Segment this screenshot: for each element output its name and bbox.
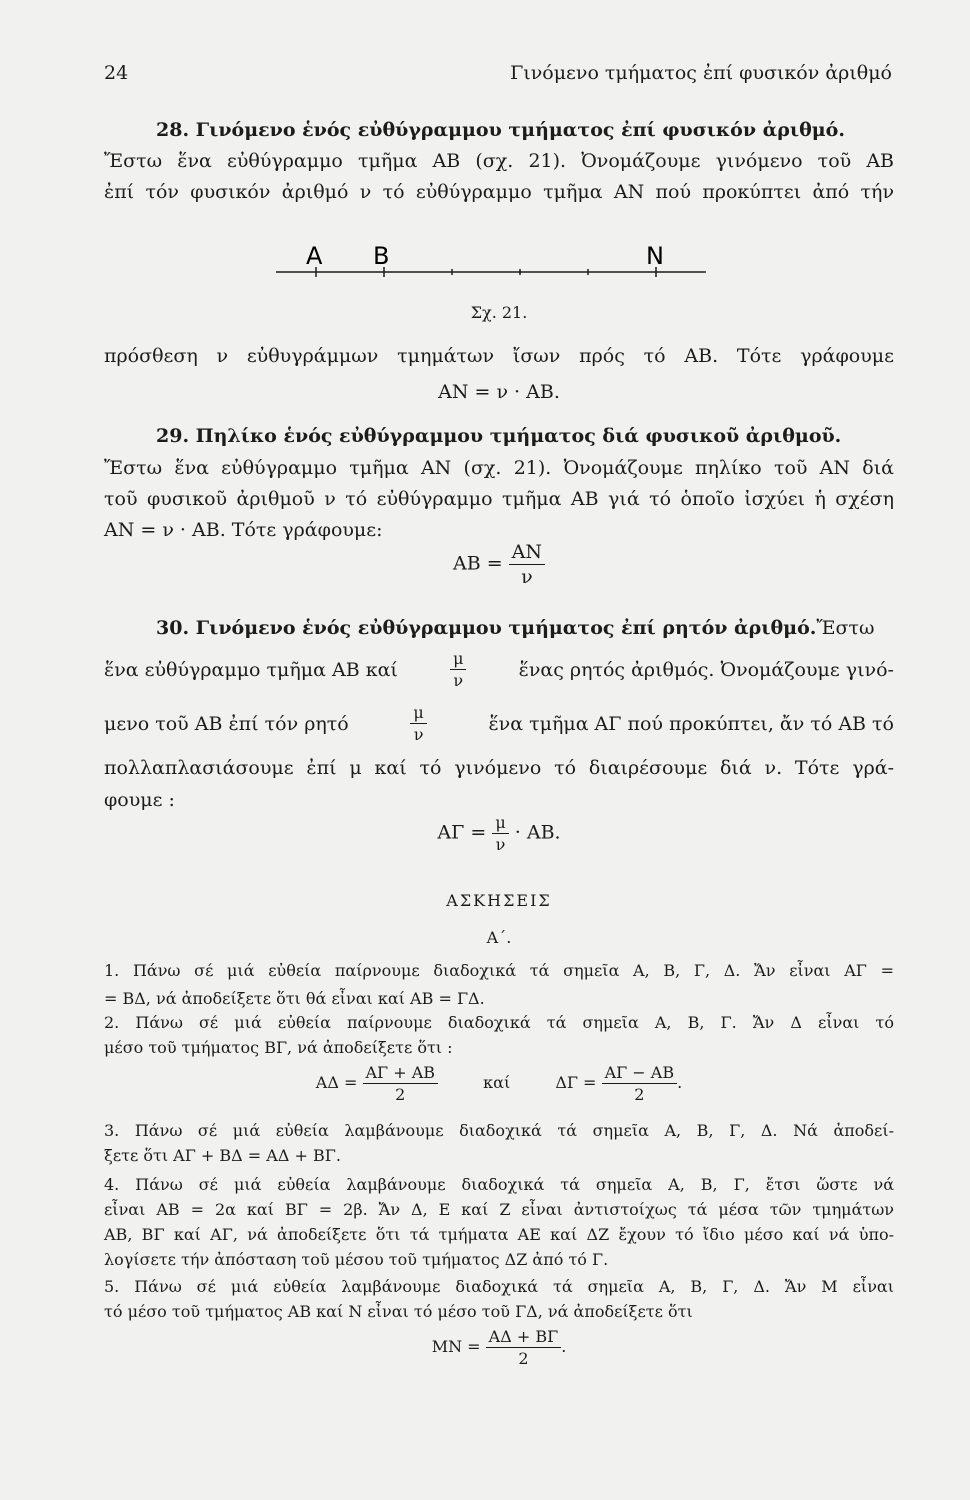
section-30-heading-line [156, 616, 894, 640]
denominator: 2 [634, 1085, 645, 1104]
exercise-4-line-3: ΑΒ, ΒΓ καί ΑΓ, νά ἀποδείξετε ὅτι τά τμήματα ΑΕ καί ΔΖ ἔχουν τό ἴδιο μέσο καί νά ὑπο- [104, 1225, 894, 1244]
numerator: μ [450, 648, 466, 670]
section-30-heading: 30. Γινόμενο ἑνός εὐθύγραμμου τμήματος ἐπί ρητόν ἀριθμό. [156, 617, 817, 639]
section-28-formula: ΑΝ = ν · ΑΒ. [438, 381, 560, 403]
formula-lhs: ΑΒ = [452, 552, 503, 575]
fraction [363, 1062, 439, 1105]
fraction [509, 540, 545, 589]
section-30-formula [104, 812, 894, 855]
text: μενο τοῦ ΑΒ ἐπί τόν ρητό [104, 712, 349, 735]
period: . [677, 1073, 683, 1092]
numerator: μ [492, 812, 508, 834]
running-header [104, 62, 892, 92]
fraction [486, 1326, 562, 1369]
formula-lhs: ΔΓ = [555, 1073, 597, 1092]
formula-lhs: ΑΔ = [315, 1073, 358, 1092]
running-title: Γινόμενο τμήματος ἐπί φυσικόν ἀριθμό [510, 62, 892, 84]
figure-21-segment [276, 242, 706, 282]
fraction-mu-nu [410, 702, 426, 745]
exercise-5-formula [104, 1326, 894, 1369]
numerator: ΑΓ + ΑΒ [363, 1062, 439, 1084]
fraction [602, 1062, 678, 1105]
text: ἕνα εὐθύγραμμο τμῆμα ΑΒ καί [104, 658, 398, 681]
exercises-group: Α΄. [486, 928, 512, 947]
text: ἕνα τμῆμα ΑΓ πού προκύπτει, ἄν τό ΑΒ τό [488, 712, 894, 735]
numerator: ΑΝ [509, 540, 545, 565]
formula-rhs: · ΑΒ. [514, 821, 561, 844]
formula-lhs: ΜΝ = [431, 1337, 481, 1356]
exercise-5-line-2: τό μέσο τοῦ τμήματος ΑΒ καί Ν εἶναι τό μέσο τοῦ ΓΔ, νά ἀποδείξετε ὅτι [104, 1302, 693, 1321]
exercise-2-formulas [104, 1062, 894, 1105]
figure-21-caption: Σχ. 21. [470, 303, 528, 322]
formula-lhs: ΑΓ = [437, 821, 487, 844]
section-29-line-3: ΑΝ = ν · ΑΒ. Τότε γράφουμε: [104, 519, 383, 541]
denominator: ν [495, 835, 506, 854]
exercise-2-line-1: 2. Πάνω σέ μιά εὐθεία παίρνουμε διαδοχικά τά σημεῖα Α, Β, Γ. Ἄν Δ εἶναι τό [104, 1013, 894, 1032]
exercise-5-line-1: 5. Πάνω σέ μιά εὐθεία λαμβάνουμε διαδοχικά τά σημεῖα Α, Β, Γ, Δ. Ἄν Μ εἶναι [104, 1277, 894, 1296]
section-28-line-1: Ἔστω ἕνα εὐθύγραμμο τμῆμα ΑΒ (σχ. 21). Ὀνομάζουμε γινόμενο τοῦ ΑΒ [104, 150, 894, 172]
exercise-1-line-2: = ΒΔ, νά ἀποδείξετε ὅτι θά εἶναι καί ΑΒ = ΓΔ. [104, 989, 485, 1008]
section-28-line-3: πρόσθεση ν εὐθυγράμμων τμημάτων ἴσων πρός τό ΑΒ. Τότε γράφουμε [104, 345, 894, 367]
section-29-formula [104, 540, 894, 589]
section-30-line-3: πολλαπλασιάσουμε ἐπί μ καί τό γινόμενο τό διαιρέσουμε διά ν. Τότε γρά- [104, 757, 894, 779]
section-30-line-4: φουμε : [104, 789, 175, 811]
denominator: ν [413, 725, 424, 744]
numerator: ΑΔ + ΒΓ [486, 1326, 562, 1348]
fig-label-a: A [306, 242, 323, 270]
exercise-3-line-1: 3. Πάνω σέ μιά εὐθεία λαμβάνουμε διαδοχικά τά σημεῖα Α, Β, Γ, Δ. Νά ἀποδεί- [104, 1121, 894, 1140]
fig-label-b: B [373, 242, 390, 270]
section-29-line-2: τοῦ φυσικοῦ ἀριθμοῦ ν τό εὐθύγραμμο τμῆμα ΑΒ γιά τό ὁποῖο ἰσχύει ἡ σχέση [104, 488, 894, 510]
exercise-4-line-1: 4. Πάνω σέ μιά εὐθεία λαμβάνουμε διαδοχικά τά σημεῖα Α, Β, Γ, ἔτσι ὥστε νά [104, 1175, 894, 1194]
denominator: 2 [518, 1349, 529, 1368]
page-number: 24 [104, 62, 129, 84]
denominator: ν [453, 671, 464, 690]
section-29-heading: 29. Πηλίκο ἑνός εὐθύγραμμου τμήματος διά φυσικοῦ ἀριθμοῦ. [156, 425, 842, 447]
exercise-4-line-4: λογίσετε τήν ἀπόσταση τοῦ μέσου τοῦ τμήματος ΔΖ ἀπό τό Γ. [104, 1250, 609, 1269]
denominator: ν [521, 566, 533, 588]
section-28-line-2: ἐπί τόν φυσικόν ἀριθμό ν τό εὐθύγραμμο τμῆμα ΑΝ πού προκύπτει ἀπό τήν [104, 181, 894, 203]
section-28-heading: 28. Γινόμενο ἑνός εὐθύγραμμου τμήματος ἐπί φυσικόν ἀριθμό. [156, 119, 845, 141]
period: . [561, 1337, 567, 1356]
exercise-3-line-2: ξετε ὅτι ΑΓ + ΒΔ = ΑΔ + ΒΓ. [104, 1146, 341, 1165]
fraction [492, 812, 508, 855]
section-29-line-1: Ἔστω ἕνα εὐθύγραμμο τμῆμα ΑΝ (σχ. 21). Ὀνομάζουμε πηλίκο τοῦ ΑΝ διά [104, 457, 894, 479]
exercise-2-line-2: μέσο τοῦ τμήματος ΒΓ, νά ἀποδείξετε ὅτι : [104, 1038, 453, 1057]
section-30-heading-tail: Ἔστω [816, 617, 875, 639]
denominator: 2 [395, 1085, 406, 1104]
text: ἕνας ρητός ἀριθμός. Ὀνομάζουμε γινό- [518, 658, 894, 681]
and-word: καί [483, 1073, 511, 1092]
fraction-mu-nu [450, 648, 466, 691]
numerator: μ [410, 702, 426, 724]
exercises-title: ΑΣΚΗΣΕΙΣ [446, 891, 552, 910]
numerator: ΑΓ − ΑΒ [602, 1062, 678, 1084]
fig-label-n: N [646, 242, 664, 270]
exercise-1-line-1: 1. Πάνω σέ μιά εὐθεία παίρνουμε διαδοχικά τά σημεῖα Α, Β, Γ, Δ. Ἄν εἶναι ΑΓ = [104, 961, 894, 980]
section-30-line-1 [104, 648, 894, 691]
section-30-line-2 [104, 702, 894, 745]
exercise-4-line-2: εἶναι ΑΒ = 2α καί ΒΓ = 2β. Ἄν Δ, Ε καί Ζ εἶναι ἀντιστοίχως τά μέσα τῶν τμημάτων [104, 1200, 894, 1219]
